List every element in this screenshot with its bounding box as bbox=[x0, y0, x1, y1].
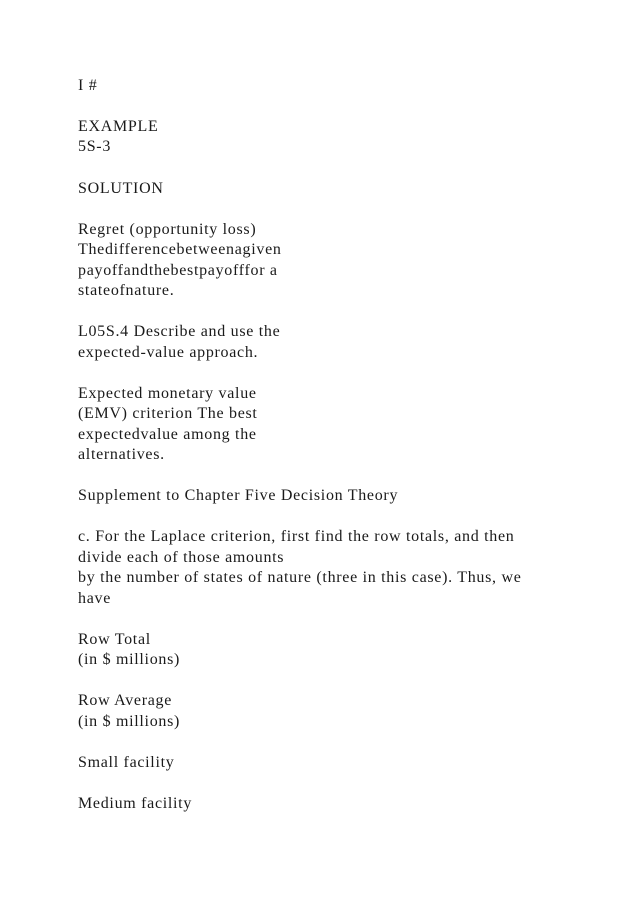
laplace-paragraph-line-3: by the number of states of nature (three in this case). Thus, we bbox=[78, 569, 522, 586]
learning-objective-line-1: L05S.4 Describe and use the bbox=[78, 323, 281, 340]
row-average-header: Row Average bbox=[78, 692, 173, 709]
laplace-paragraph-line-4: have bbox=[78, 590, 112, 607]
example-label: EXAMPLE bbox=[78, 118, 159, 135]
row-total-unit: (in $ millions) bbox=[78, 651, 181, 668]
learning-objective-line-2: expected-value approach. bbox=[78, 344, 259, 361]
emv-definition-line-2: alternatives. bbox=[78, 446, 165, 463]
laplace-paragraph-line-2: divide each of those amounts bbox=[78, 549, 285, 566]
emv-definition-line-1: expectedvalue among the bbox=[78, 426, 257, 443]
regret-definition-line-2: payoffandthebestpayofffor a bbox=[78, 262, 278, 279]
solution-heading: SOLUTION bbox=[78, 180, 164, 197]
supplement-title: Supplement to Chapter Five Decision Theory bbox=[78, 487, 399, 504]
row-label-medium-facility: Medium facility bbox=[78, 795, 193, 812]
header-marker: I # bbox=[78, 77, 98, 94]
emv-term-line-1: Expected monetary value bbox=[78, 385, 257, 402]
regret-definition-line-1: Thedifferencebetweenagiven bbox=[78, 241, 282, 258]
row-label-small-facility: Small facility bbox=[78, 754, 175, 771]
laplace-paragraph-line-1: c. For the Laplace criterion, first find the row totals, and then bbox=[78, 528, 515, 545]
row-average-unit: (in $ millions) bbox=[78, 713, 181, 730]
row-total-header: Row Total bbox=[78, 631, 151, 648]
emv-term-line-2: (EMV) criterion The best bbox=[78, 405, 258, 422]
regret-definition-line-3: stateofnature. bbox=[78, 282, 175, 299]
regret-term: Regret (opportunity loss) bbox=[78, 221, 257, 238]
example-number: 5S-3 bbox=[78, 138, 112, 155]
